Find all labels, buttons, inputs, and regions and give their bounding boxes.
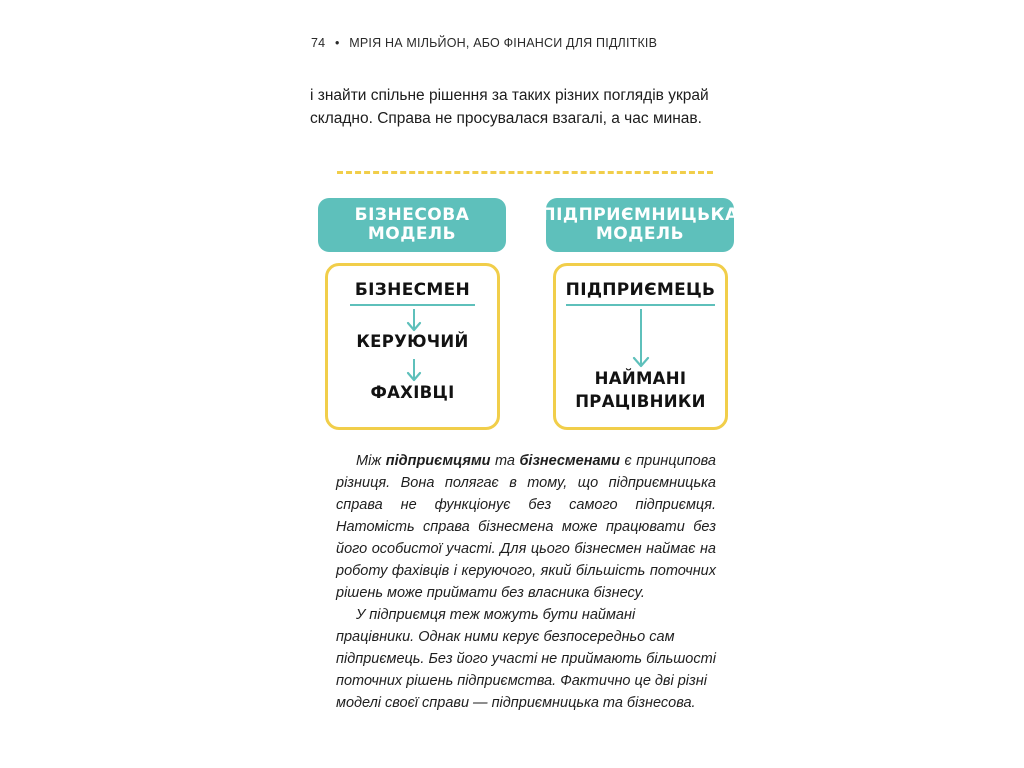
entrepreneur-model-box <box>553 263 728 430</box>
p1-bold-businessmen: бізнесменами <box>519 453 621 469</box>
role-specialists: ФАХІВЦІ <box>370 383 455 402</box>
business-model-tag: БІЗНЕСОВА МОДЕЛЬ <box>318 198 506 252</box>
p1-bold-entrepreneurs: підприємцями <box>385 453 491 469</box>
p1-text-1: Між <box>356 453 386 469</box>
paragraph-2: У підприємця теж можуть бути наймані працівники. Однак ними керує безпосередньо сам підприємець. Без його участі не приймають більшості поточних рішень підприємства. Фактично це дві різні моделі своєї справи — підприємницька та бізнесова. <box>336 607 716 711</box>
arrow-down-icon <box>628 308 654 370</box>
arrow-down-icon <box>401 308 427 334</box>
role-entrepreneur: ПІДПРИЄМЕЦЬ <box>565 280 716 300</box>
running-header <box>311 36 657 50</box>
role-hired-workers: НАЙМАНІ ПРАЦІВНИКИ <box>575 369 706 411</box>
entrepreneur-underline <box>566 304 715 306</box>
intro-paragraph <box>310 84 750 130</box>
header-separator: • <box>335 36 340 50</box>
role-manager: КЕРУЮЧИЙ <box>356 332 469 351</box>
businessman-underline <box>350 304 475 306</box>
body-text <box>336 450 716 714</box>
paragraph-1 <box>336 450 716 604</box>
dashed-divider <box>337 171 713 174</box>
p1-text-2: та <box>490 453 520 469</box>
entrepreneur-model-tag: ПІДПРИЄМНИЦЬКА МОДЕЛЬ <box>546 198 734 252</box>
book-title: МРІЯ НА МІЛЬЙОН, АБО ФІНАНСИ ДЛЯ ПІДЛІТКІВ <box>349 36 658 50</box>
business-model-box <box>325 263 500 430</box>
role-businessman: БІЗНЕСМЕН <box>354 280 471 300</box>
intro-text: і знайти спільне рішення за таких різних поглядів украй складно. Справа не просувалася взагалі, а час минав. <box>310 87 709 127</box>
arrow-down-icon <box>401 358 427 384</box>
p1-text-3: є принципова різниця. Вона полягає в тому, що підприємницька справа не функціонує без самого підприємця. Натомість справа бізнесмена може працювати без його особистої участі. Для цього бізнесмен наймає на роботу фахівців і керуючого, який більшість поточних рішень може приймати без власника бізнесу. <box>336 453 716 601</box>
page-number: 74 <box>311 36 326 50</box>
